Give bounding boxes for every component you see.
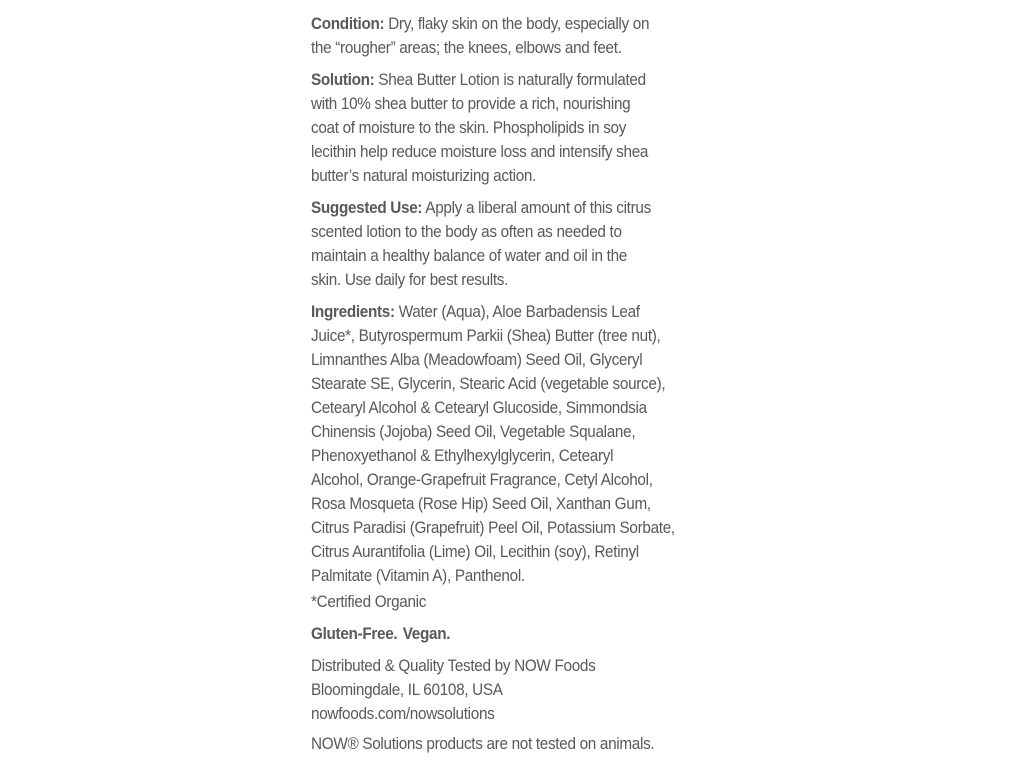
suggested-use-line-3: maintain a healthy balance of water and oil in the [311, 246, 627, 265]
suggested-use-line-1 [311, 196, 730, 220]
suggested-use-section [311, 196, 730, 292]
vegan-claim: Vegan. [402, 624, 451, 643]
solution-line-1 [311, 68, 730, 92]
ingredients-line-7: Phenoxyethanol & Ethylhexylglycerin, Cetearyl [311, 446, 614, 465]
gluten-free-claim: Gluten-Free. [311, 624, 398, 643]
solution-line-4: lecithin help reduce moisture loss and intensify shea [311, 142, 649, 161]
solution-line-5: butter’s natural moisturizing action. [311, 166, 537, 185]
distributor-block [311, 654, 730, 726]
solution-text: Shea Butter Lotion is naturally formulated [374, 70, 646, 89]
ingredients-line-3: Limnanthes Alba (Meadowfoam) Seed Oil, Glyceryl [311, 350, 643, 369]
animal-testing-statement [311, 732, 730, 756]
certified-organic-footnote [311, 590, 730, 614]
solution-section [311, 68, 730, 188]
dietary-claims [311, 622, 730, 646]
ingredients-line-2: Juice*, Butyrospermum Parkii (Shea) Butter (tree nut), [311, 326, 661, 345]
suggested-use-heading: Suggested Use: [311, 198, 423, 217]
condition-text: Dry, flaky skin on the body, especially on [384, 14, 650, 33]
animal-testing-text: NOW® Solutions products are not tested on animals. [311, 734, 655, 753]
ingredients-section [311, 300, 730, 588]
solution-line-3: coat of moisture to the skin. Phospholipids in soy [311, 118, 627, 137]
condition-heading: Condition: [311, 14, 385, 33]
suggested-use-line-4: skin. Use daily for best results. [311, 270, 509, 289]
suggested-use-text: Apply a liberal amount of this citrus [422, 198, 651, 217]
ingredients-line-8: Alcohol, Orange-Grapefruit Fragrance, Cetyl Alcohol, [311, 470, 653, 489]
ingredients-line-5: Cetearyl Alcohol & Cetearyl Glucoside, Simmondsia [311, 398, 647, 417]
ingredients-line-12: Palmitate (Vitamin A), Panthenol. [311, 566, 525, 585]
solution-line-2: with 10% shea butter to provide a rich, nourishing [311, 94, 631, 113]
ingredients-line-4: Stearate SE, Glycerin, Stearic Acid (vegetable source), [311, 374, 666, 393]
footnote-text: *Certified Organic [311, 592, 427, 611]
ingredients-text: Water (Aqua), Aloe Barbadensis Leaf [394, 302, 640, 321]
ingredients-heading: Ingredients: [311, 302, 395, 321]
condition-section [311, 12, 730, 60]
condition-line-2: the “rougher” areas; the knees, elbows and feet. [311, 38, 622, 57]
ingredients-line-9: Rosa Mosqueta (Rose Hip) Seed Oil, Xanthan Gum, [311, 494, 651, 513]
product-label-panel [311, 12, 731, 764]
ingredients-line-1 [311, 300, 730, 324]
distributor-address: Bloomingdale, IL 60108, USA [311, 680, 503, 699]
condition-line-1 [311, 12, 730, 36]
distributor-website: nowfoods.com/nowsolutions [311, 704, 495, 723]
ingredients-line-10: Citrus Paradisi (Grapefruit) Peel Oil, Potassium Sorbate, [311, 518, 675, 537]
ingredients-line-6: Chinensis (Jojoba) Seed Oil, Vegetable Squalane, [311, 422, 636, 441]
distributor-line-1: Distributed & Quality Tested by NOW Foods [311, 656, 596, 675]
solution-heading: Solution: [311, 70, 375, 89]
suggested-use-line-2: scented lotion to the body as often as needed to [311, 222, 622, 241]
ingredients-line-11: Citrus Aurantifolia (Lime) Oil, Lecithin (soy), Retinyl [311, 542, 639, 561]
